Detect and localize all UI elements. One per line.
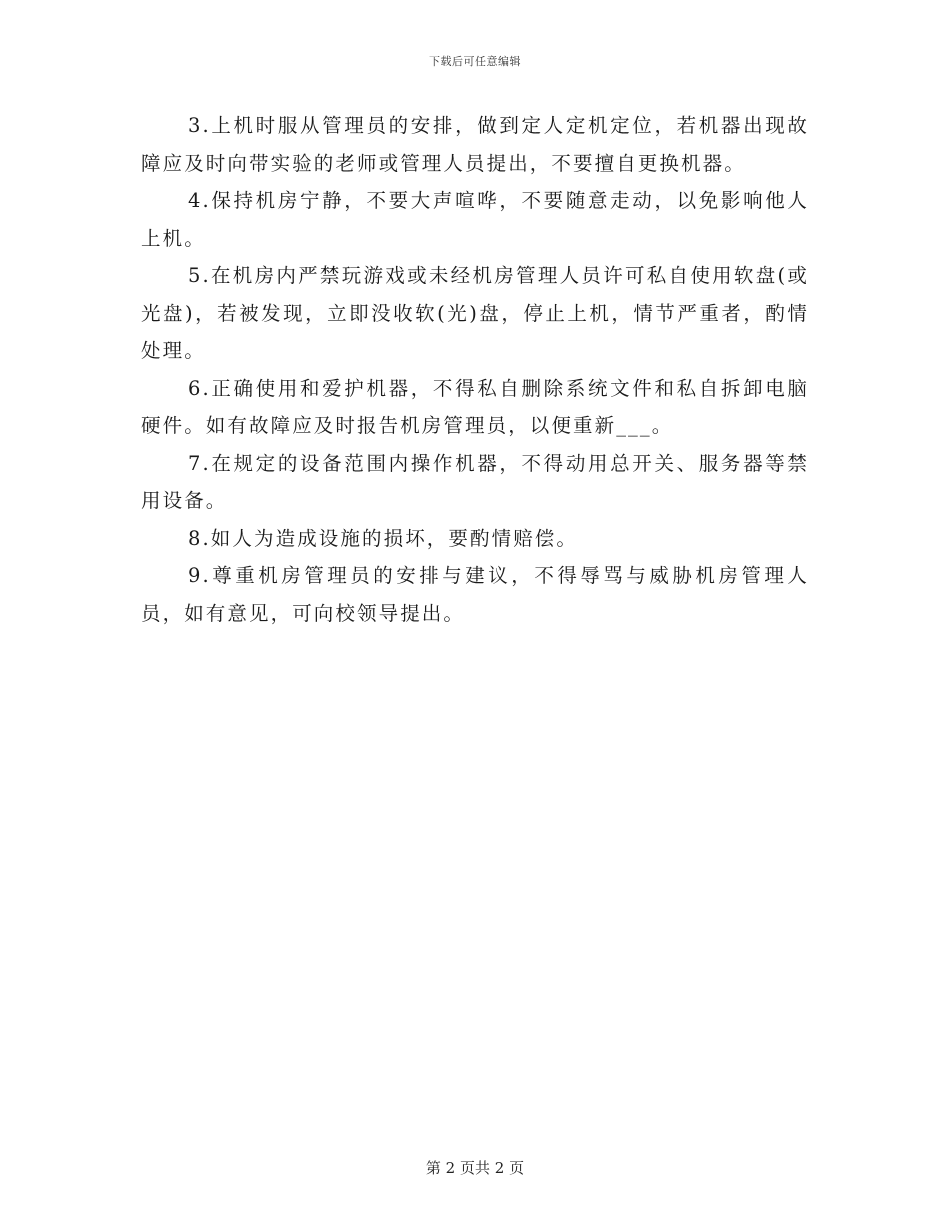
page-number-footer: 第 2 页共 2 页 <box>425 1159 525 1177</box>
document-body <box>141 107 809 632</box>
rule-paragraph-4: 4.保持机房宁静，不要大声喧哗，不要随意走动，以免影响他人上机。 <box>141 189 809 250</box>
rule-paragraph-8: 8.如人为造成设施的损坏，要酌情赔偿。 <box>188 526 579 550</box>
rule-paragraph-6: 6.正确使用和爱护机器，不得私自删除系统文件和私自拆卸电脑硬件。如有故障应及时报告机房管理员，以便重新___。 <box>141 376 809 437</box>
rule-paragraph-7: 7.在规定的设备范围内操作机器，不得动用总开关、服务器等禁用设备。 <box>141 451 809 512</box>
page-header-note: 下载后可任意编辑 <box>429 55 521 68</box>
rule-paragraph-9: 9.尊重机房管理员的安排与建议，不得辱骂与威胁机房管理人员，如有意见，可向校领导提出。 <box>141 564 809 625</box>
rule-paragraph-5: 5.在机房内严禁玩游戏或未经机房管理人员许可私自使用软盘(或光盘)，若被发现，立即没收软(光)盘，停止上机，情节严重者，酌情处理。 <box>141 264 809 362</box>
rule-paragraph-3: 3.上机时服从管理员的安排，做到定人定机定位，若机器出现故障应及时向带实验的老师或管理人员提出，不要擅自更换机器。 <box>141 114 809 175</box>
